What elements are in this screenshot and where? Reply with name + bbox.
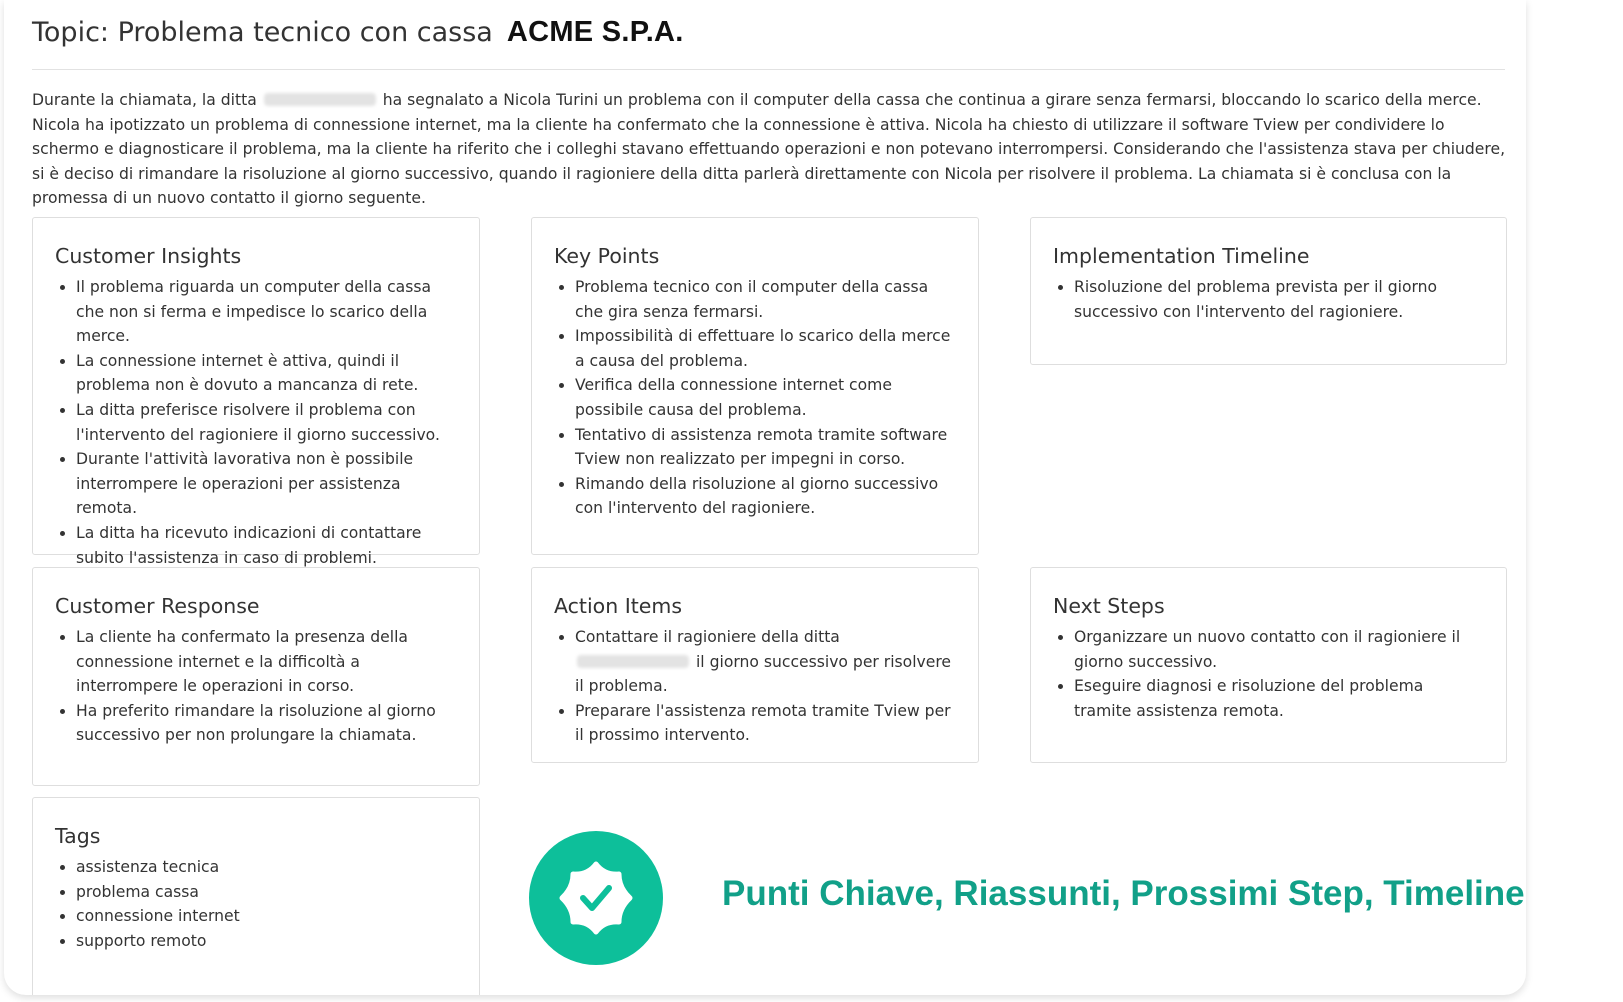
- list-item: • La connessione internet è attiva, quindi il problema non è dovuto a mancanza di rete.: [76, 349, 457, 398]
- list-item: • Il problema riguarda un computer della cassa che non si ferma e impedisce lo scarico della merce.: [76, 275, 457, 349]
- list-item: • Impossibilità di effettuare lo scarico della merce a causa del problema.: [575, 324, 956, 373]
- tags-list: [55, 855, 457, 953]
- key-points-card: [531, 217, 979, 555]
- action-items-title: Action Items: [554, 594, 683, 618]
- action-item-text-after: il giorno successivo per risolvere il problema.: [575, 652, 952, 696]
- summary-part-1: Durante la chiamata, la ditta: [32, 91, 257, 109]
- list-item: [575, 625, 956, 699]
- call-summary-panel: [4, 0, 1526, 995]
- next-steps-title: Next Steps: [1053, 594, 1165, 618]
- next-steps-card: [1030, 567, 1507, 763]
- key-points-title: Key Points: [554, 244, 660, 268]
- tag-item: • connessione internet: [76, 904, 457, 929]
- tags-card: [32, 797, 480, 995]
- action-items-list: [554, 625, 956, 748]
- call-summary-text: [32, 88, 1507, 211]
- list-item: • Verifica della connessione internet come possibile causa del problema.: [575, 373, 956, 422]
- action-items-card: [531, 567, 979, 763]
- customer-insights-title: Customer Insights: [55, 244, 242, 268]
- summary-part-2: ha segnalato a Nicola Turini un problema con il computer della cassa che continua a girare senza fermarsi, bloccando lo scarico della merce. Nicola ha ipotizzato un problema di connessione internet, ma la cliente ha confermato che la connessione è attiva. Nicola ha chiesto di utilizzare il software Tview per condividere lo schermo e diagnosticare il problema, ma la cliente ha riferito che i colleghi stavano effettuando operazioni e non potevano interrompersi. Considerando che l'assistenza stava per chiudere, si è deciso di rimandare la risoluzione al giorno successivo, quando il ragioniere della ditta parlerà direttamente con Nicola per risolvere il problema. La chiamata si è conclusa con la promessa di un nuovo contatto il giorno seguente.: [32, 91, 1506, 208]
- list-item: • Rimando della risoluzione al giorno successivo con l'intervento del ragioniere.: [575, 472, 956, 521]
- customer-insights-card: [32, 217, 480, 567]
- customer-response-card: [32, 567, 480, 786]
- implementation-timeline-title: Implementation Timeline: [1053, 244, 1310, 268]
- key-points-list: [554, 275, 956, 521]
- list-item: • La ditta ha ricevuto indicazioni di contattare subito l'assistenza in caso di problemi.: [76, 521, 457, 570]
- header-divider: [32, 69, 1505, 70]
- redacted-company-name: [577, 655, 689, 668]
- redacted-company-name: [264, 93, 376, 106]
- list-item: • Eseguire diagnosi e risoluzione del problema tramite assistenza remota.: [1074, 674, 1484, 723]
- topic-header: [32, 16, 684, 49]
- list-item: • Organizzare un nuovo contatto con il ragioniere il giorno successivo.: [1074, 625, 1484, 674]
- tag-item: • assistenza tecnica: [76, 855, 457, 880]
- list-item: • Problema tecnico con il computer della cassa che gira senza fermarsi.: [575, 275, 956, 324]
- list-item: • La cliente ha confermato la presenza della connessione internet e la difficoltà a interrompere le operazioni in corso.: [76, 625, 457, 699]
- tag-item: • supporto remoto: [76, 929, 457, 954]
- customer-response-title: Customer Response: [55, 594, 260, 618]
- feature-caption: Punti Chiave, Riassunti, Prossimi Step, Timeline: [722, 874, 1525, 913]
- check-badge-icon: [529, 831, 663, 965]
- tag-item: • problema cassa: [76, 880, 457, 905]
- implementation-timeline-list: [1053, 275, 1484, 324]
- implementation-timeline-card: [1030, 217, 1507, 365]
- next-steps-list: [1053, 625, 1484, 723]
- customer-response-list: [55, 625, 457, 748]
- list-item: • Durante l'attività lavorativa non è possibile interrompere le operazioni per assistenza remota.: [76, 447, 457, 521]
- list-item: • La ditta preferisce risolvere il problema con l'intervento del ragioniere il giorno successivo.: [76, 398, 457, 447]
- action-item-text-before: Contattare il ragioniere della ditta: [575, 628, 840, 646]
- list-item: • Tentativo di assistenza remota tramite software Tview non realizzato per impegni in corso.: [575, 423, 956, 472]
- list-item: • Ha preferito rimandare la risoluzione al giorno successivo per non prolungare la chiamata.: [76, 699, 457, 748]
- company-logo: ACME S.P.A.: [506, 16, 684, 48]
- list-item: • Preparare l'assistenza remota tramite Tview per il prossimo intervento.: [575, 699, 956, 748]
- tags-title: Tags: [55, 824, 101, 848]
- topic-title: Topic: Problema tecnico con cassa: [32, 17, 493, 48]
- customer-insights-list: [55, 275, 457, 570]
- list-item: • Risoluzione del problema prevista per il giorno successivo con l'intervento del ragioniere.: [1074, 275, 1484, 324]
